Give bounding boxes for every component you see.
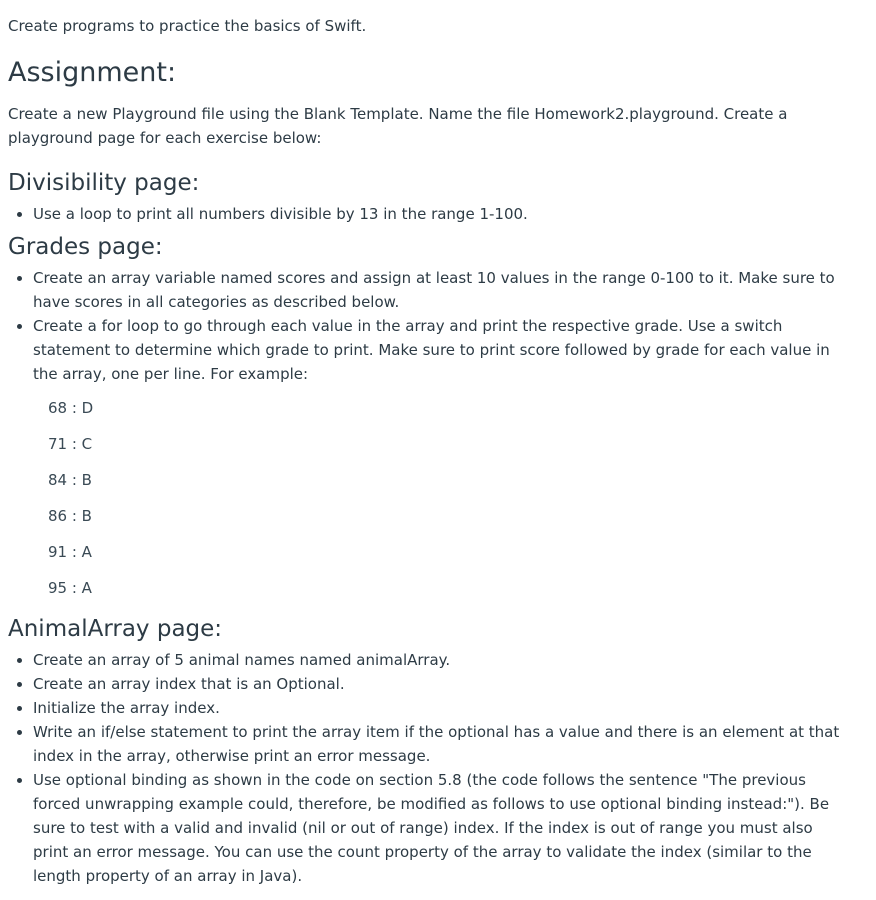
list-item: • Initialize the array index. xyxy=(33,696,848,720)
assignment-heading: Assignment: xyxy=(8,57,177,88)
intro-text: Create programs to practice the basics of Swift. xyxy=(8,17,367,35)
assignment-text: Create a new Playground file using the Blank Template. Name the file Homework2.playground. Create a playground page for each exercise below: xyxy=(8,105,788,147)
animal-array-list xyxy=(8,648,848,888)
divisibility-heading: Divisibility page: xyxy=(8,170,200,196)
grade-example: 91 : A xyxy=(48,543,92,561)
animal-array-heading: AnimalArray page: xyxy=(8,616,223,642)
grade-example: 68 : D xyxy=(48,399,94,417)
grade-example: 95 : A xyxy=(48,579,92,597)
list-item: • Use optional binding as shown in the code on section 5.8 (the code follows the sentence "The previous forced unwrapping example could, therefore, be modified as follows to use optional binding instead:"). Be sure to test with a valid and invalid (nil or out of range) index. If the index is out of range you must also print an error message. You can use the count property of the array to validate the index (similar to the length property of an array in Java). xyxy=(33,768,848,888)
assignment-page xyxy=(8,14,848,894)
list-item: • Create an array of 5 animal names named animalArray. xyxy=(33,648,848,672)
grade-example: 84 : B xyxy=(48,471,92,489)
divisibility-list xyxy=(8,202,848,226)
list-item: • Use a loop to print all numbers divisible by 13 in the range 1-100. xyxy=(33,202,848,226)
list-item: • Create an array variable named scores and assign at least 10 values in the range 0-100 to it. Make sure to have scores in all categories as described below. xyxy=(33,266,848,314)
grades-heading: Grades page: xyxy=(8,234,163,260)
list-item: • Create a for loop to go through each value in the array and print the respective grade. Use a switch statement to determine which grade to print. Make sure to print score followed by grade for each value in the array, one per line. For example: xyxy=(33,314,848,386)
grades-list xyxy=(8,266,848,386)
grade-example: 86 : B xyxy=(48,507,92,525)
grade-example: 71 : C xyxy=(48,435,93,453)
grade-examples xyxy=(48,396,848,600)
list-item: • Create an array index that is an Optional. xyxy=(33,672,848,696)
list-item: • Write an if/else statement to print the array item if the optional has a value and there is an element at that index in the array, otherwise print an error message. xyxy=(33,720,848,768)
